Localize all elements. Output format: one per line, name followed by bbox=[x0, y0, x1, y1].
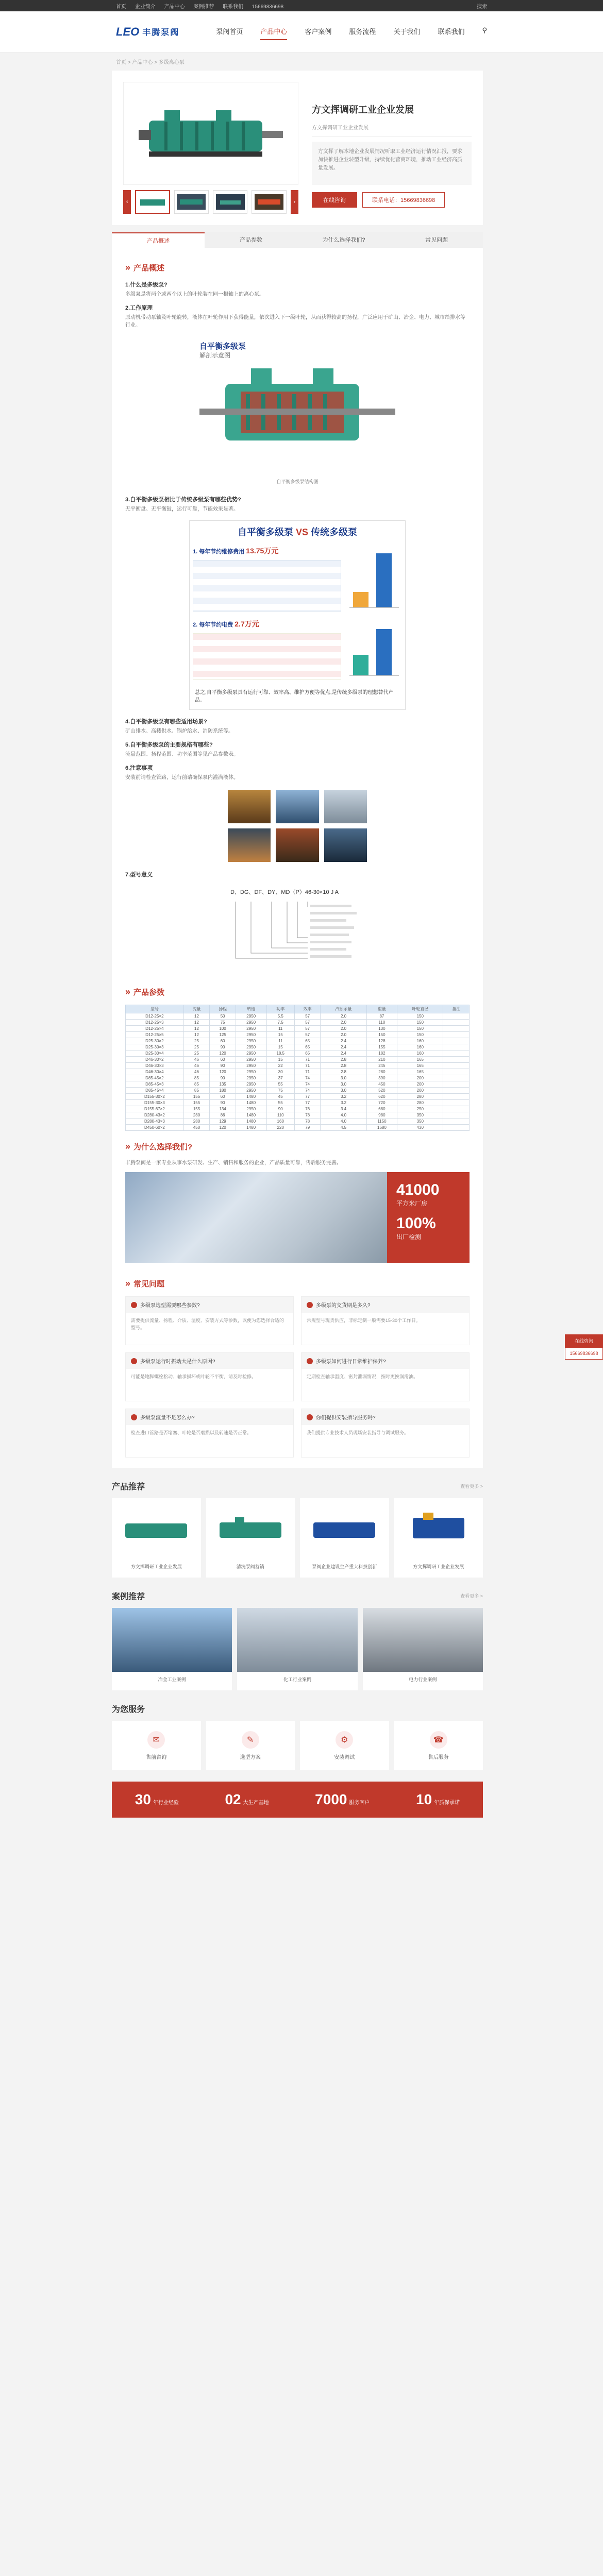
question-icon bbox=[131, 1414, 137, 1420]
product-gallery bbox=[123, 82, 298, 214]
model-code: D、DG、DF、DY、MD（P）46-30×10 J A bbox=[230, 889, 339, 895]
tab-overview[interactable]: 产品概述 bbox=[112, 232, 205, 248]
spec-row: D85-45×2 85 90 2950 37 74 3.0 390 200 bbox=[126, 1075, 470, 1081]
spec-row: D450-60×2 450 120 1480 220 79 4.5 1680 430 bbox=[126, 1125, 470, 1131]
spec-row: D12-25×5 12 125 2950 15 57 2.0 150 150 bbox=[126, 1032, 470, 1038]
product-actions bbox=[312, 192, 472, 208]
breadcrumb: 首页 > 产品中心 > 多级离心泵 bbox=[116, 60, 185, 65]
spec-table bbox=[125, 1005, 470, 1131]
spec-row: D12-25×4 12 100 2950 11 57 2.0 130 150 bbox=[126, 1026, 470, 1032]
faq-item[interactable]: 多级泵的交货期是多久? 常规型号现货供应，非标定制一般需要15-30个工作日。 bbox=[301, 1296, 470, 1345]
main-nav bbox=[216, 23, 487, 40]
stat-area: 41000 bbox=[396, 1181, 440, 1198]
section-title: » 产品概述 bbox=[125, 262, 470, 273]
more-link[interactable]: 查看更多 > bbox=[460, 1594, 483, 1599]
support-icon: ☎ bbox=[430, 1731, 447, 1749]
application-photo bbox=[324, 790, 367, 823]
faq-item[interactable]: 你们提供安装指导服务吗? 我们提供专业技术人员现场安装指导与调试服务。 bbox=[301, 1409, 470, 1458]
product-card[interactable]: 方文挥调研工业企业发展 bbox=[394, 1498, 483, 1578]
tool-icon: ⚙ bbox=[336, 1731, 353, 1749]
product-container bbox=[112, 71, 483, 1468]
thumbnail[interactable] bbox=[252, 190, 286, 214]
spec-row: D85-45×4 85 180 2950 75 74 3.0 520 200 bbox=[126, 1088, 470, 1094]
case-card[interactable]: 电力行业案例 bbox=[363, 1608, 483, 1690]
search-icon[interactable]: ⚲ bbox=[482, 26, 487, 34]
why-text: 丰腾泵阀是一家专业从事水泵研发、生产、销售和服务的企业，产品质量可靠，售后服务完善。 bbox=[125, 1160, 342, 1166]
answer: 矿山排水、高楼供水、锅炉给水、消防系统等。 bbox=[125, 728, 233, 734]
header bbox=[0, 11, 603, 53]
top-link[interactable]: 产品中心 bbox=[164, 4, 185, 10]
saving-line: 1. 每年节约维修费用 13.75万元 bbox=[193, 547, 279, 555]
cost-bar-chart bbox=[345, 546, 402, 613]
application-photo bbox=[228, 790, 271, 823]
cost-table bbox=[193, 560, 341, 612]
stat-quality: 100% bbox=[396, 1215, 436, 1232]
tab-why[interactable]: 为什么选择我们? bbox=[322, 237, 365, 243]
why-banner bbox=[125, 1172, 470, 1263]
section-heading: 产品推荐 bbox=[112, 1483, 145, 1492]
section-heading: 为您服务 bbox=[112, 1705, 145, 1714]
stats-bar: 30 年行业经验 02 大生产基地 7000 服务客户 10 年质保承诺 bbox=[112, 1782, 483, 1818]
nav-service[interactable]: 服务流程 bbox=[349, 28, 376, 36]
top-link[interactable]: 联系我们 bbox=[223, 4, 244, 10]
chevron-left-icon[interactable]: ‹ bbox=[123, 190, 131, 214]
answer: 无平衡盘、无平衡鼓，运行可靠，节能效果显著。 bbox=[125, 506, 239, 512]
thumbnail-strip bbox=[123, 190, 298, 214]
application-photo bbox=[324, 828, 367, 862]
comparison-panel bbox=[189, 520, 406, 710]
product-title: 方文挥调研工业企业发展 bbox=[312, 105, 414, 115]
answer: 流量范围、扬程范围、功率范围等见产品参数表。 bbox=[125, 752, 239, 757]
question-icon bbox=[307, 1414, 313, 1420]
product-main-image bbox=[123, 82, 298, 185]
answer: 多级泵是将两个或两个以上的叶轮装在同一根轴上的离心泵。 bbox=[125, 292, 264, 297]
product-description: 方文挥了解本地企业发展情况听取工业经济运行情况汇报，要求加快推进企业转型升级，持续优化营商环境，推动工业经济高质量发展。 bbox=[312, 142, 472, 185]
faq-item[interactable]: 多级泵选型需要哪些参数? 需要提供流量、扬程、介质、温度、安装方式等参数，以便为您选择合适的型号。 bbox=[125, 1296, 294, 1345]
service-item[interactable]: ✎ 选型方案 bbox=[206, 1721, 295, 1770]
why-stats: 41000 平方米厂房 100% 出厂检测 bbox=[387, 1172, 470, 1263]
consult-button[interactable]: 在线咨询 bbox=[312, 192, 357, 208]
spec-row: D25-30×3 25 90 2950 15 65 2.4 155 160 bbox=[126, 1044, 470, 1050]
plan-icon: ✎ bbox=[242, 1731, 259, 1749]
product-card[interactable]: 泵阀企业建设生产重大科技创新 bbox=[300, 1498, 389, 1578]
top-link[interactable]: 案例推荐 bbox=[193, 4, 214, 10]
question-icon bbox=[131, 1358, 137, 1364]
thumbnail[interactable] bbox=[135, 190, 170, 214]
nav-contact[interactable]: 联系我们 bbox=[438, 28, 465, 36]
spec-row: D25-30×2 25 60 2950 11 65 2.4 128 160 bbox=[126, 1038, 470, 1044]
detail-content bbox=[112, 248, 483, 1468]
energy-table bbox=[193, 633, 341, 680]
thumbnail[interactable] bbox=[213, 190, 247, 214]
section-title: » 产品参数 bbox=[125, 987, 470, 997]
more-link[interactable]: 查看更多 > bbox=[460, 1484, 483, 1489]
application-photo bbox=[276, 828, 319, 862]
thumbnail[interactable] bbox=[174, 190, 209, 214]
answer: 原动机带动泵轴及叶轮旋转，液体在叶轮作用下获得能量，依次进入下一级叶轮，从而获得较高的扬程，广泛应用于矿山、冶金、电力、城市给排水等行业。 bbox=[125, 315, 465, 328]
comparison-title: 自平衡多级泵 VS 传统多级泵 bbox=[237, 527, 358, 537]
service-item[interactable]: ✉ 售前咨询 bbox=[112, 1721, 201, 1770]
saving-line: 2. 每年节约电费 2.7万元 bbox=[193, 620, 259, 628]
nav-about[interactable]: 关于我们 bbox=[393, 28, 421, 36]
spec-row: D155-30×3 155 90 1480 55 77 3.2 720 280 bbox=[126, 1100, 470, 1106]
diagram-title: 自平衡多级泵 bbox=[199, 342, 246, 351]
nav-products[interactable]: 产品中心 bbox=[260, 23, 287, 40]
spec-header-row: 型号 流量 扬程 转速 功率 效率 汽蚀余量 重量 叶轮直径 备注 bbox=[126, 1005, 470, 1013]
top-link[interactable]: 企业简介 bbox=[135, 4, 156, 10]
spec-row: D280-43×2 280 86 1480 110 78 4.0 980 350 bbox=[126, 1112, 470, 1118]
logo-mark: LEO bbox=[116, 25, 140, 38]
product-info bbox=[312, 82, 472, 214]
spec-row: D12-25×2 12 50 2950 5.5 57 2.0 87 150 bbox=[126, 1013, 470, 1020]
section-heading: 案例推荐 bbox=[112, 1592, 145, 1601]
product-summary bbox=[112, 71, 483, 225]
chevron-right-icon[interactable]: › bbox=[291, 190, 298, 214]
service-item[interactable]: ☎ 售后服务 bbox=[394, 1721, 483, 1770]
section-title: » 为什么选择我们? bbox=[125, 1141, 470, 1152]
case-card[interactable]: 化工行业案例 bbox=[237, 1608, 357, 1690]
top-link[interactable]: 首页 bbox=[116, 4, 126, 10]
floating-contact bbox=[565, 1334, 603, 1360]
service-item[interactable]: ⚙ 安装调试 bbox=[300, 1721, 389, 1770]
question: 5.自平衡多级泵的主要规格有哪些? bbox=[125, 742, 213, 748]
question: 2.工作原理 bbox=[125, 305, 153, 311]
top-search-link[interactable]: 搜索 bbox=[477, 4, 487, 10]
logo[interactable] bbox=[116, 25, 179, 39]
product-subtitle: 方文挥调研工业企业发展 bbox=[312, 123, 472, 137]
question: 7.型号意义 bbox=[125, 872, 153, 878]
answer: 安装前请检查管路，运行前请确保泵内灌满液体。 bbox=[125, 775, 239, 781]
question: 4.自平衡多级泵有哪些适用场景? bbox=[125, 719, 207, 725]
top-phone: 15669836698 bbox=[252, 4, 284, 10]
product-card[interactable]: 方文挥调研工业企业发展 bbox=[112, 1498, 201, 1578]
model-legend-lines bbox=[230, 896, 364, 969]
why-section bbox=[125, 1141, 470, 1263]
nav-cases[interactable]: 客户案例 bbox=[305, 28, 332, 36]
tab-params[interactable]: 产品参数 bbox=[240, 237, 262, 243]
application-photo bbox=[228, 828, 271, 862]
energy-bar-chart bbox=[345, 619, 402, 681]
diagram-subtitle: 解剖示意图 bbox=[199, 352, 231, 359]
top-links bbox=[116, 2, 291, 10]
application-photo bbox=[276, 790, 319, 823]
top-bar bbox=[0, 0, 603, 11]
tab-faq[interactable]: 常见问题 bbox=[425, 237, 448, 243]
spec-row: D46-30×2 46 60 2950 15 71 2.8 210 165 bbox=[126, 1057, 470, 1063]
faq-item[interactable]: 多级泵如何进行日常维护保养? 定期检查轴承温度、密封泄漏情况，按时更换润滑油。 bbox=[301, 1352, 470, 1401]
section-title: » 常见问题 bbox=[125, 1278, 470, 1289]
recommend-section bbox=[112, 1480, 487, 1818]
nav-home[interactable]: 泵阀首页 bbox=[216, 28, 243, 36]
float-consult-button[interactable]: 在线咨询 bbox=[565, 1334, 603, 1347]
question: 3.自平衡多级泵相比于传统多级泵有哪些优势? bbox=[125, 497, 241, 503]
spec-row: D46-30×3 46 90 2950 22 71 2.8 245 165 bbox=[126, 1063, 470, 1069]
question-icon bbox=[131, 1302, 137, 1308]
phone-button[interactable]: 联系电话：15669836698 bbox=[362, 192, 445, 208]
spec-row: D12-25×3 12 75 2950 7.5 57 2.0 110 150 bbox=[126, 1020, 470, 1026]
spec-row: D155-67×2 155 134 2950 90 76 3.4 680 250 bbox=[126, 1106, 470, 1112]
spec-row: D280-43×3 280 129 1480 160 78 4.0 1150 350 bbox=[126, 1118, 470, 1125]
spec-row: D46-30×4 46 120 2950 30 71 2.8 280 165 bbox=[126, 1069, 470, 1075]
comparison-summary: 总之,自平衡多级泵具有运行可靠、效率高、维护方便等优点,是传统多级泵的理想替代产品。 bbox=[195, 690, 394, 703]
question: 1.什么是多级泵? bbox=[125, 282, 167, 288]
product-card[interactable]: 清洗泵阀营销 bbox=[206, 1498, 295, 1578]
spec-row: D25-30×4 25 120 2950 18.5 65 2.4 182 160 bbox=[126, 1050, 470, 1057]
question: 6.注意事项 bbox=[125, 765, 153, 771]
application-photos bbox=[228, 790, 367, 862]
faq-item[interactable]: 多级泵流量不足怎么办? 检查进口管路是否堵塞、叶轮是否磨损以及转速是否正常。 bbox=[125, 1409, 294, 1458]
detail-tabs bbox=[112, 232, 483, 248]
float-phone[interactable]: 15669836698 bbox=[565, 1347, 603, 1360]
logo-text: 丰腾泵阀 bbox=[142, 28, 180, 37]
factory-photo bbox=[125, 1172, 387, 1263]
pump-cutaway-diagram bbox=[189, 337, 406, 487]
diagram-caption: 自平衡多级泵结构图 bbox=[276, 479, 319, 484]
faq-grid bbox=[125, 1296, 470, 1458]
model-meaning bbox=[230, 889, 364, 976]
spec-row: D155-30×2 155 60 1480 45 77 3.2 620 280 bbox=[126, 1094, 470, 1100]
question-icon bbox=[307, 1302, 313, 1308]
chat-icon: ✉ bbox=[147, 1731, 165, 1749]
faq-item[interactable]: 多级泵运行时振动大是什么原因? 可能是地脚螺栓松动、轴承损坏或叶轮不平衡，请及时检修。 bbox=[125, 1352, 294, 1401]
case-card[interactable]: 冶金工业案例 bbox=[112, 1608, 232, 1690]
question-icon bbox=[307, 1358, 313, 1364]
spec-row: D85-45×3 85 135 2950 55 74 3.0 450 200 bbox=[126, 1081, 470, 1088]
